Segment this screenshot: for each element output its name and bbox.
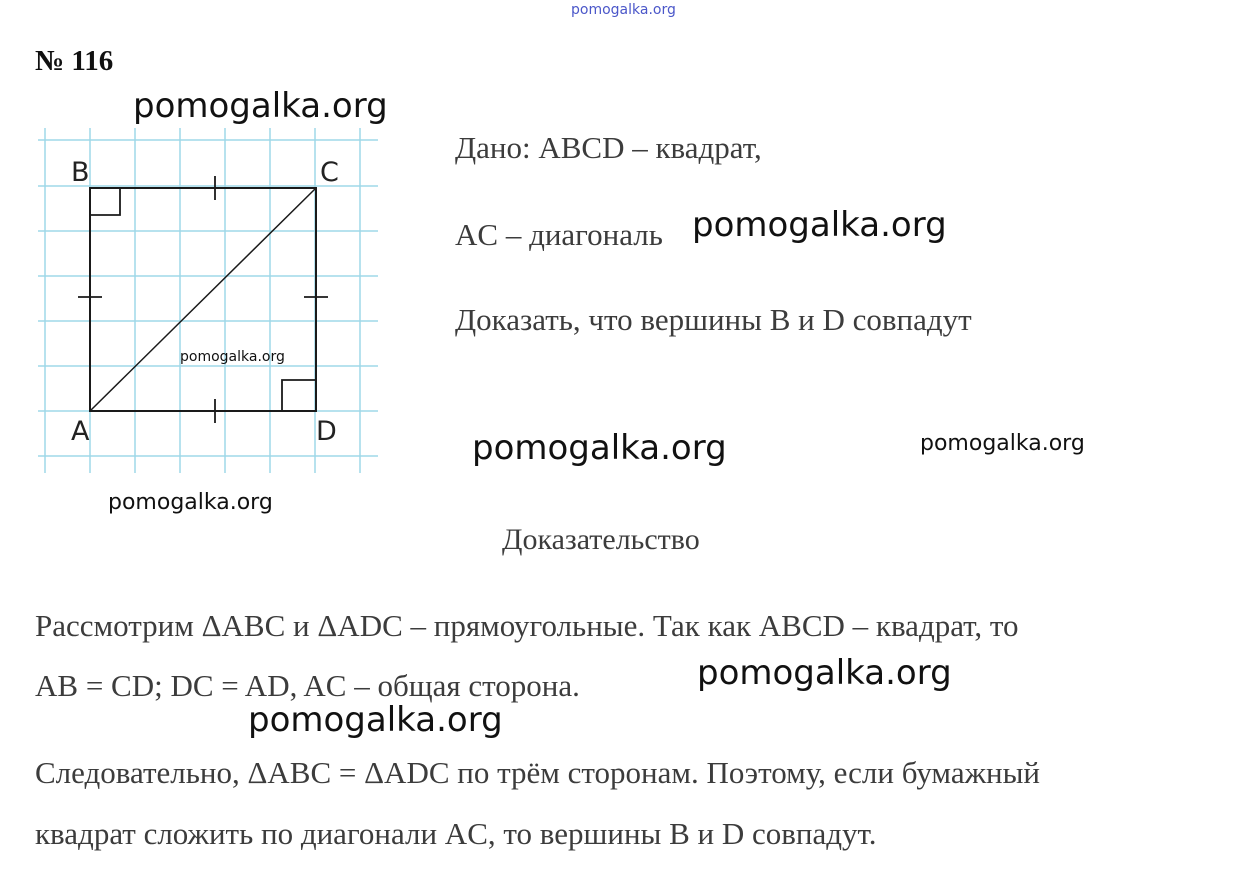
watermark-proof-right: pomogalka.org	[697, 653, 952, 693]
proof-line-1: Рассмотрим ΔABC и ΔADC – прямоугольные. Так как ABCD – квадрат, то	[35, 608, 1019, 643]
proof-line-2: AB = CD; DC = AD, AC – общая сторона.	[35, 668, 580, 703]
top-watermark: pomogalka.org	[571, 2, 676, 18]
proof-line-4: квадрат сложить по диагонали AC, то вершины B и D совпадут.	[35, 816, 877, 851]
watermark-proof-left: pomogalka.org	[248, 700, 503, 740]
watermark-mid-right: pomogalka.org	[920, 431, 1085, 456]
watermark-below-figure: pomogalka.org	[108, 490, 273, 515]
problem-number: № 116	[35, 45, 114, 77]
proof-line-3: Следовательно, ΔABC = ΔADC по трём сторонам. Поэтому, если бумажный	[35, 755, 1041, 790]
watermark-mid-large: pomogalka.org	[472, 428, 727, 468]
vertex-label-d: D	[316, 416, 337, 447]
watermark-figure-top: pomogalka.org	[133, 86, 388, 126]
figure-inner-watermark: pomogalka.org	[180, 349, 285, 365]
given-line-3: Доказать, что вершины B и D совпадут	[455, 302, 972, 337]
given-line-1: Дано: ABCD – квадрат,	[455, 130, 762, 165]
vertex-label-c: C	[320, 157, 339, 188]
diagonal-ac	[90, 188, 316, 411]
vertex-label-a: A	[71, 416, 90, 447]
given-line-2: AC – диагональ	[455, 217, 663, 252]
proof-title: Доказательство	[502, 523, 700, 556]
watermark-given: pomogalka.org	[692, 205, 947, 245]
vertex-label-b: B	[71, 157, 90, 188]
square-figure	[0, 0, 420, 480]
